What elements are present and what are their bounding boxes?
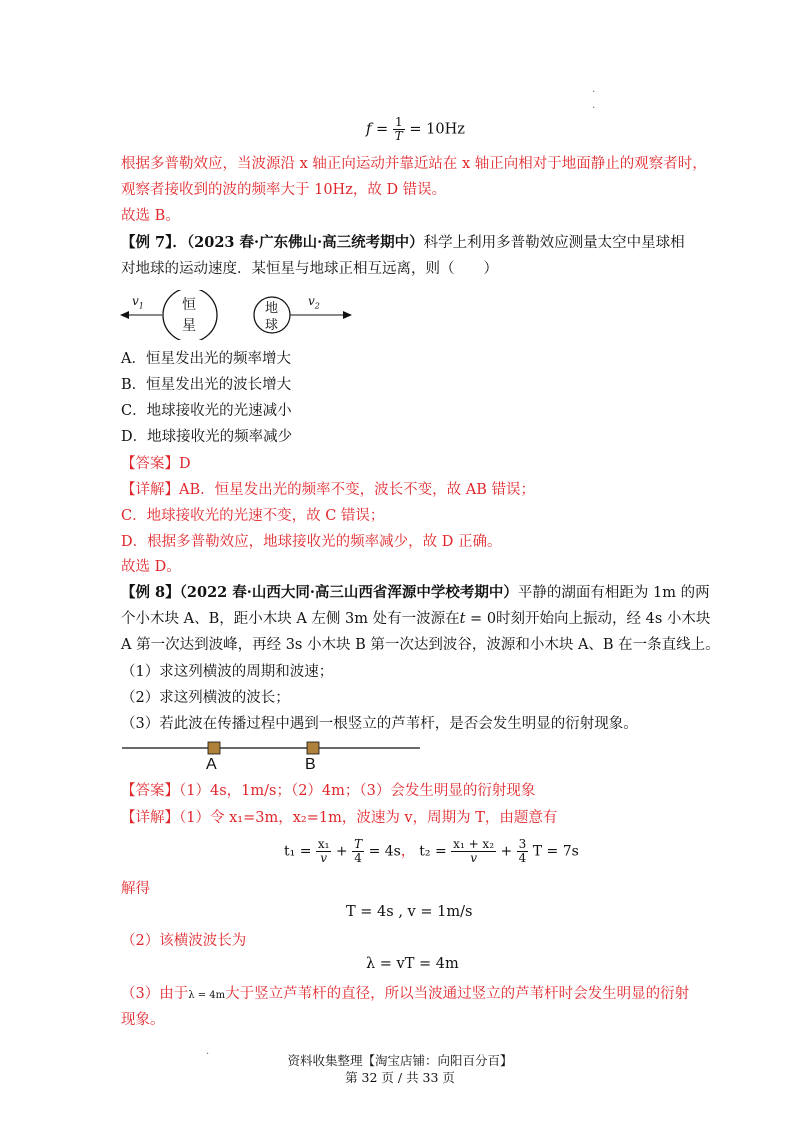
option-b: B．恒星发出光的波长增大 xyxy=(121,377,292,393)
block-a xyxy=(208,742,220,754)
example-8-detail-1: 【详解】（1）令 x₁=3m，x₂=1m，波速为 v，周期为 T，由题意有 xyxy=(121,810,558,826)
figure-line-svg xyxy=(120,738,430,762)
example-7-label: 【例 7】．（2023 春·广东佛山·高三统考期中） xyxy=(121,234,424,251)
star-earth-figure xyxy=(120,290,360,340)
block-b-label: B xyxy=(305,756,316,773)
example-8-stem-3: A 第一次达到波峰，再经 3s 小木块 B 第一次达到波谷，波源和小木块 A、B 在一条直线上。 xyxy=(121,637,720,653)
footer-source: 资料收集整理【淘宝店铺：向阳百分百】 xyxy=(287,1053,513,1068)
stray-dot: . xyxy=(592,100,596,111)
prev-solution-line-2: 观察者接收到的波的频率大于 10Hz，故 D 错误。 xyxy=(121,182,447,198)
question-3: （3）若此波在传播过程中遇到一根竖立的芦苇杆，是否会发生明显的衍射现象。 xyxy=(121,716,638,732)
result-period-speed: T = 4s , v = 1m/s xyxy=(346,904,473,920)
v1-arrowhead-icon xyxy=(120,311,129,319)
fraction: $\frac{3}{4}$ xyxy=(518,837,527,865)
fraction: $\frac{1}{T}$ xyxy=(394,115,403,143)
question-2: （2）求这列横波的波长； xyxy=(121,690,290,706)
star-label-bottom: 星 xyxy=(182,318,196,334)
block-b xyxy=(307,742,319,754)
example-7-stem: 【例 7】．（2023 春·广东佛山·高三统考期中）科学上利用多普勒效应测量太空中星球相 xyxy=(121,234,685,251)
option-a: A．恒星发出光的频率增大 xyxy=(121,351,291,367)
example-8-stem-2: 个小木块 A、B，距小木块 A 左侧 3m 处有一波源在t = 0时刻开始向上振动，经 4s 小木块 xyxy=(121,611,711,627)
figure-svg xyxy=(120,290,360,340)
question-1: （1）求这列横波的周期和波速； xyxy=(121,664,334,680)
example-7-detail-3: D．根据多普勒效应，地球接收光的频率减少，故 D 正确。 xyxy=(121,534,502,550)
example-7-detail-2: C．地球接收光的光速不变，故 C 错误； xyxy=(121,508,385,524)
example-8-stem: 【例 8】（2022 春·山西大同·高三山西省浑源中学校考期中）平静的湖面有相距为 1m 的两 xyxy=(121,584,710,601)
v2-label: $v_2$ xyxy=(308,294,320,311)
fraction: $\frac{\text{x₁ + x₂}}{v}$ xyxy=(453,837,495,865)
part-3-text-2: 现象。 xyxy=(121,1012,165,1028)
example-7-detail-1: 【详解】AB．恒星发出光的频率不变，波长不变，故 AB 错误； xyxy=(121,482,535,498)
example-8-answer: 【答案】（1）4s，1m/s；（2）4m；（3）会发生明显的衍射现象 xyxy=(121,783,536,799)
part-3-text: （3）由于λ = 4m大于竖立芦苇杆的直径，所以当波通过竖立的芦苇杆时会发生明显的衍射 xyxy=(121,986,690,1002)
block-a-label: A xyxy=(206,756,217,773)
footer-page-number: 第 32 页 / 共 33 页 xyxy=(345,1070,455,1085)
example-7-conclusion: 故选 D。 xyxy=(121,559,181,575)
example-7-stem-2: 对地球的运动速度．某恒星与地球正相互远离，则（ ） xyxy=(121,261,498,277)
prev-solution-line-1: 根据多普勒效应，当波源沿 x 轴正向运动并靠近站在 x 轴正向相对于地面静止的观察者时， xyxy=(121,156,707,172)
result-wavelength: λ = vT = 4m xyxy=(366,956,459,972)
example-7-answer: 【答案】D xyxy=(121,456,191,472)
example-8-label: 【例 8】（2022 春·山西大同·高三山西省浑源中学校考期中） xyxy=(121,584,518,601)
part-2-label: （2）该横波波长为 xyxy=(121,933,247,949)
stray-dot: . xyxy=(206,1046,210,1057)
stray-dot: . xyxy=(592,84,596,95)
equations-t1-t2: t₁ = $\frac{\text{x₁}}{v}$ + $\frac{T}{4}$ = 4s， t₂ = $\frac{\text{x₁ + x₂}}{v}$ + $\frac{3}{4}$ T = 7s xyxy=(284,837,579,865)
earth-label-top: 地 xyxy=(265,301,279,316)
solve-label: 解得 xyxy=(121,881,150,897)
fraction: $\frac{T}{4}$ xyxy=(354,837,363,865)
star-label-top: 恒 xyxy=(182,297,196,313)
earth-label-bottom: 球 xyxy=(265,318,279,333)
wood-blocks-figure xyxy=(120,738,430,778)
v2-arrowhead-icon xyxy=(343,311,352,319)
fraction: $\frac{\text{x₁}}{v}$ xyxy=(317,837,330,865)
prev-conclusion: 故选 B。 xyxy=(121,208,180,224)
formula-frequency: f = $\frac{1}{T}$ = 10Hz xyxy=(366,115,465,143)
option-c: C．地球接收光的光速减小 xyxy=(121,403,292,419)
option-d: D．地球接收光的频率减少 xyxy=(121,429,293,445)
v1-label: $v_1$ xyxy=(132,294,144,311)
